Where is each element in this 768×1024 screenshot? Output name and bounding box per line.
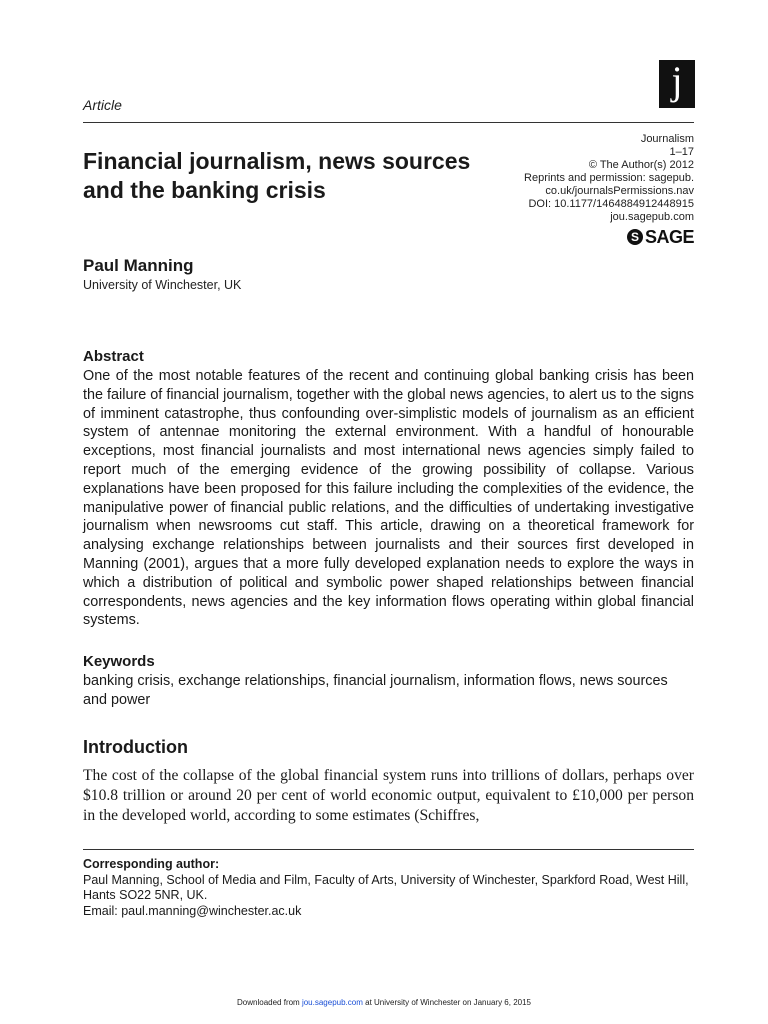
introduction-text: The cost of the collapse of the global financial system runs into trillions of dollars, perhaps over $10.8 trillion or around 20 per cent of world economic output, equivalent to £10,000 per person in the developed world, according to some estimates (Schiffres,	[83, 767, 694, 824]
copyright: © The Author(s) 2012	[588, 159, 694, 171]
page-range: 1–17	[669, 146, 694, 158]
permissions-line-1: Reprints and permission: sagepub.	[524, 172, 694, 184]
corresponding-address: Paul Manning, School of Media and Film, Faculty of Arts, University of Winchester, Sparkford Road, West Hill, Hants SO22 5NR, UK.	[83, 873, 689, 903]
journal-site: jou.sagepub.com	[610, 211, 694, 223]
keywords-text: banking crisis, exchange relationships, financial journalism, information flows, news sources and power	[83, 673, 668, 708]
article-title: Financial journalism, news sources and the banking crisis	[83, 148, 471, 203]
download-suffix: at University of Winchester on January 6, 2015	[365, 998, 531, 1007]
sage-wordmark: SAGE	[644, 227, 694, 247]
download-notice	[0, 998, 768, 1007]
journal-name: Journalism	[640, 133, 694, 145]
article-type-label: Article	[83, 97, 122, 113]
author-name: Paul Manning	[83, 256, 194, 275]
corresponding-author-details	[83, 873, 694, 919]
download-source-link[interactable]: jou.sagepub.com	[301, 998, 363, 1007]
abstract-text: One of the most notable features of the recent and continuing global banking crisis has been the failure of financial journalism, together with the global news agencies, to alert us to the signs of imminent catastrophe, thus confounding over-simplistic models of journalism as an efficient system of antennae monitoring the external environment. With a handful of honourable exceptions, most financial journalists and most international news agencies simply failed to report much of the emerging evidence of the growing possibility of collapse. Various explanations have been proposed for this failure including the complexities of the evidence, the manipulative power of financial public relations, and the difficulties of undertaking investigative journalism when newsrooms cut staff. This article, drawing on a theoretical framework for analysing exchange relationships between journalists and their sources first developed in Manning (2001), argues that a more fully developed explanation needs to explore the ways in which a distribution of political and symbolic power shaped relationships between financial correspondents, news agencies and the key information flows operating within global financial systems.	[83, 368, 694, 629]
download-prefix: Downloaded from	[237, 998, 300, 1007]
footnote-divider	[83, 849, 694, 850]
author-affiliation: University of Winchester, UK	[83, 278, 242, 292]
sage-icon: S	[627, 229, 643, 245]
sage-logo	[627, 228, 694, 246]
introduction-heading: Introduction	[83, 737, 188, 757]
abstract-heading: Abstract	[83, 348, 144, 365]
header-divider	[83, 122, 694, 123]
journal-logo: j	[659, 60, 695, 108]
doi: DOI: 10.1177/1464884912448915	[528, 198, 694, 210]
corresponding-author-heading: Corresponding author:	[83, 857, 220, 871]
permissions-line-2: co.uk/journalsPermissions.nav	[545, 185, 694, 197]
keywords-heading: Keywords	[83, 653, 155, 670]
corresponding-email: Email: paul.manning@winchester.ac.uk	[83, 903, 302, 918]
